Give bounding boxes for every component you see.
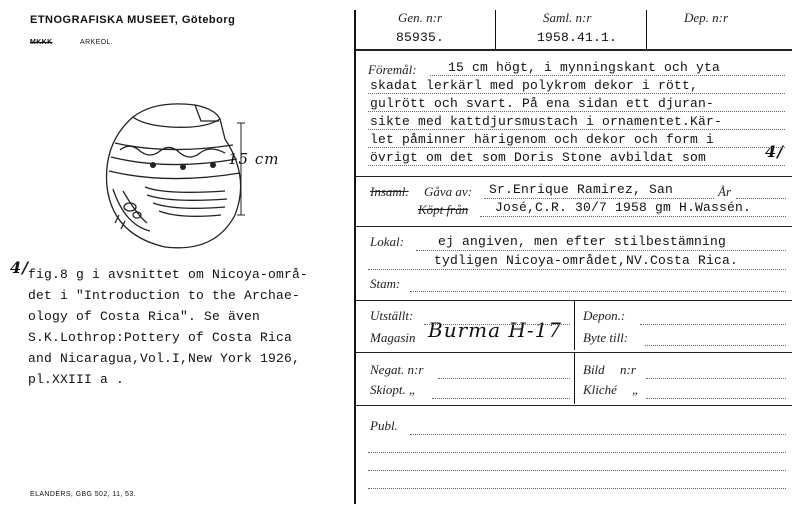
department-label: ARKEOL.: [80, 39, 114, 46]
row-divider: [356, 49, 792, 51]
foremal-line-6: övrigt om det som Doris Stone avbildat som: [370, 150, 707, 165]
marker-note: 4/: [765, 142, 784, 161]
row-divider: [356, 226, 792, 227]
bild-label: Bild: [583, 362, 605, 377]
printer-footer: ELANDERS, GBG 502, 11, 53.: [30, 491, 136, 498]
column-divider: [574, 352, 575, 404]
kliche-label: Kliché: [583, 382, 617, 397]
marker-note: 4/: [10, 258, 29, 277]
saml-nr-label: Saml. n:r: [543, 10, 592, 25]
card-divider: [354, 10, 356, 504]
utstallt-label: Utställt:: [370, 308, 414, 323]
gava-av-value-2: José,C.R. 30/7 1958 gm H.Wassén.: [495, 200, 752, 215]
ar-label: År: [718, 184, 731, 199]
gen-nr-label: Gen. n:r: [398, 10, 443, 25]
stam-label: Stam:: [370, 276, 401, 291]
foremal-line-3: gulrött och svart. På ena sidan ett djuran-: [370, 96, 715, 111]
reference-note: [28, 264, 308, 390]
publ-label: Publ.: [370, 418, 398, 433]
row-divider: [356, 176, 792, 177]
bild-nr-label: n:r: [620, 362, 636, 377]
lokal-value-1: ej angiven, men efter stilbestämning: [438, 234, 727, 249]
reference-line: ology of Costa Rica". Se även: [28, 309, 261, 324]
reference-line: pl.XXIII a .: [28, 372, 125, 387]
gava-av-value: Sr.Enrique Ramirez, San: [489, 182, 674, 197]
skiopt-label: Skiopt. „: [370, 382, 417, 397]
measurement-note: 15 cm: [228, 150, 280, 168]
column-divider: [574, 300, 575, 350]
foremal-label: Föremål:: [368, 62, 417, 77]
reference-line: det i "Introduction to the Archae-: [28, 288, 301, 303]
lokal-value-2: tydligen Nicoya-området,NV.Costa Rica.: [434, 253, 739, 268]
magasin-label: Magasin: [370, 330, 416, 345]
column-divider: [646, 10, 647, 49]
column-divider: [495, 10, 496, 49]
foremal-line-4: sikte med kattdjursmustach i ornamentet.Kär-: [370, 114, 723, 129]
foremal-line-5: let påminner härigenom och dekor och form i: [370, 132, 715, 147]
reference-line: S.K.Lothrop:Pottery of Costa Rica: [28, 330, 293, 345]
foremal-line-2: skadat lerkärl med polykrom dekor i rött,: [370, 78, 699, 93]
dep-nr-label: Dep. n:r: [684, 10, 729, 25]
reference-line: and Nicaragua,Vol.I,New York 1926,: [28, 351, 301, 366]
department-struck: MKKK: [30, 39, 53, 46]
gen-nr-value: 85935.: [396, 30, 445, 45]
depon-label: Depon.:: [583, 308, 626, 323]
kliche-ditto-label: „: [632, 382, 640, 397]
vessel-drawing: [75, 95, 315, 255]
byte-till-label: Byte till:: [583, 330, 629, 345]
insaml-struck-label: Insaml.: [370, 184, 409, 199]
saml-nr-value: 1958.41.1.: [537, 30, 618, 45]
kopt-fran-struck-label: Köpt från: [418, 202, 469, 217]
museum-header: ETNOGRAFISKA MUSEET, Göteborg: [30, 14, 236, 26]
gava-av-label: Gåva av:: [424, 184, 473, 199]
foremal-line-1: 15 cm högt, i mynningskant och yta: [448, 60, 721, 75]
row-divider: [356, 405, 792, 406]
reference-line: fig.8 g i avsnittet om Nicoya-områ-: [28, 267, 309, 282]
magasin-value: Burma H-17: [428, 318, 563, 342]
negat-nr-label: Negat. n:r: [370, 362, 424, 377]
lokal-label: Lokal:: [370, 234, 404, 249]
